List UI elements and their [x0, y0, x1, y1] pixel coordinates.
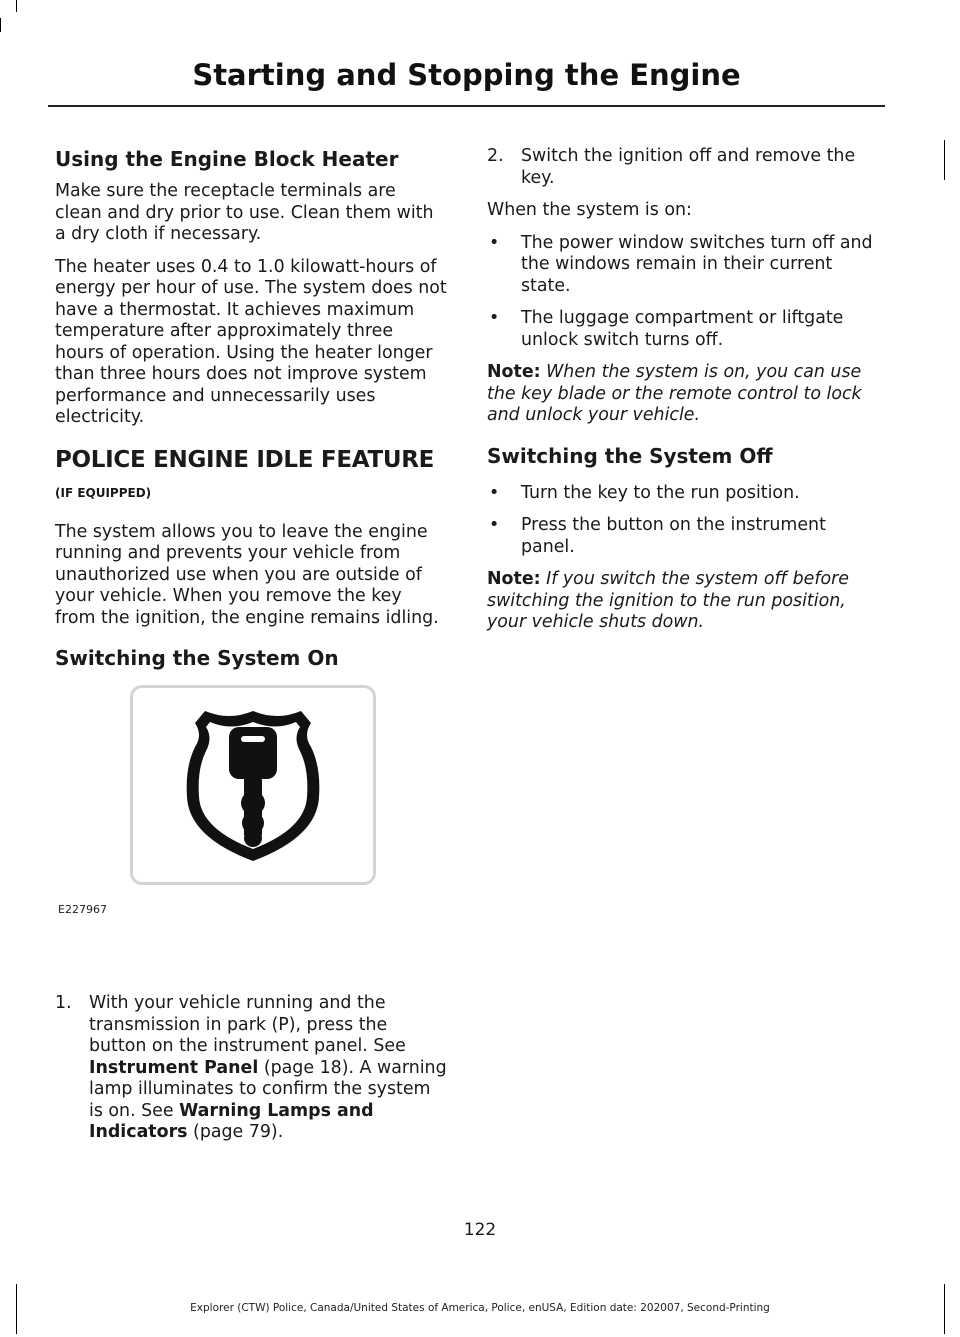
bullet-glyph: •	[489, 482, 500, 503]
icon-frame	[130, 685, 376, 885]
list-item	[487, 233, 879, 298]
step-1	[55, 993, 447, 1144]
note-label: Note:	[487, 362, 541, 382]
note-label: Note:	[487, 569, 541, 589]
section-heading-system-off: Switching the System Off	[487, 443, 773, 468]
note	[487, 362, 879, 427]
step-number: 1.	[55, 993, 72, 1013]
step-2	[487, 146, 879, 189]
list-item	[487, 515, 879, 558]
cross-reference-link[interactable]: Warning Lamps and Indicators	[89, 1100, 374, 1142]
section-heading-system-on: Switching the System On	[55, 646, 339, 670]
cross-reference-link[interactable]: Instrument Panel	[89, 1057, 259, 1078]
section-heading-block-heater: Using the Engine Block Heater	[55, 147, 399, 171]
page-number: 122	[463, 1220, 497, 1240]
footer-text: Explorer (CTW) Police, Canada/United States of America, Police, enUSA, Edition date: 202007, Second-Printing	[190, 1302, 770, 1314]
crop-mark	[0, 18, 1, 32]
list-item-text: The luggage compartment or liftgate unlock switch turns off.	[521, 308, 844, 350]
if-equipped-caption: (IF EQUIPPED)	[55, 485, 152, 500]
crop-mark	[944, 140, 945, 180]
bullet-glyph: •	[489, 308, 500, 328]
figure	[55, 685, 447, 993]
note-text: When the system is on, you can use the key blade or the remote control to lock and unlock your vehicle.	[487, 362, 862, 425]
list-item-text: Turn the key to the run position.	[521, 482, 800, 503]
step-text: (page 18). A warning lamp illuminates to confirm the system is on. See	[89, 1057, 447, 1121]
note	[487, 569, 879, 634]
header-divider	[48, 105, 885, 107]
paragraph: The system allows you to leave the engine running and prevents your vehicle from unauthorized use when you are outside of your vehicle. When you remove the key from the ignition, the engine remains idling.	[55, 521, 439, 628]
step-text: (page 79).	[187, 1122, 284, 1142]
paragraph: When the system is on:	[487, 200, 692, 220]
page-title: Starting and Stopping the Engine	[192, 58, 741, 92]
step-number: 2.	[487, 146, 504, 166]
paragraph: The heater uses 0.4 to 1.0 kilowatt-hours of energy per hour of use. The system does not have a thermostat. It achieves maximum temperature after approximately three hours of operation. Using the heater longer than three hours does not improve system performance and unnecessarily uses electricity.	[55, 256, 447, 427]
list-item	[487, 308, 879, 351]
bullet-glyph: •	[489, 515, 500, 535]
image-code: E227967	[58, 903, 107, 916]
step-text: Switch the ignition off and remove the key.	[521, 146, 856, 188]
shield-key-icon	[183, 705, 323, 865]
crop-mark	[16, 0, 17, 12]
left-column	[55, 146, 447, 1155]
paragraph: Make sure the receptacle terminals are clean and dry prior to use. Clean them with a dry cloth if necessary.	[55, 181, 434, 244]
step-text: With your vehicle running and the transmission in park (P), press the button on the instrument panel. See	[89, 993, 406, 1056]
bullet-glyph: •	[489, 232, 500, 253]
list-item-text: Press the button on the instrument panel.	[521, 515, 826, 557]
chapter-heading-idle-feature: POLICE ENGINE IDLE FEATURE	[55, 446, 435, 473]
right-column	[487, 146, 879, 645]
note-text: If you switch the system off before switching the ignition to the run position, your vehicle shuts down.	[487, 569, 849, 632]
list-item-text: The power window switches turn off and the windows remain in their current state.	[521, 232, 873, 296]
list-item	[487, 483, 879, 505]
